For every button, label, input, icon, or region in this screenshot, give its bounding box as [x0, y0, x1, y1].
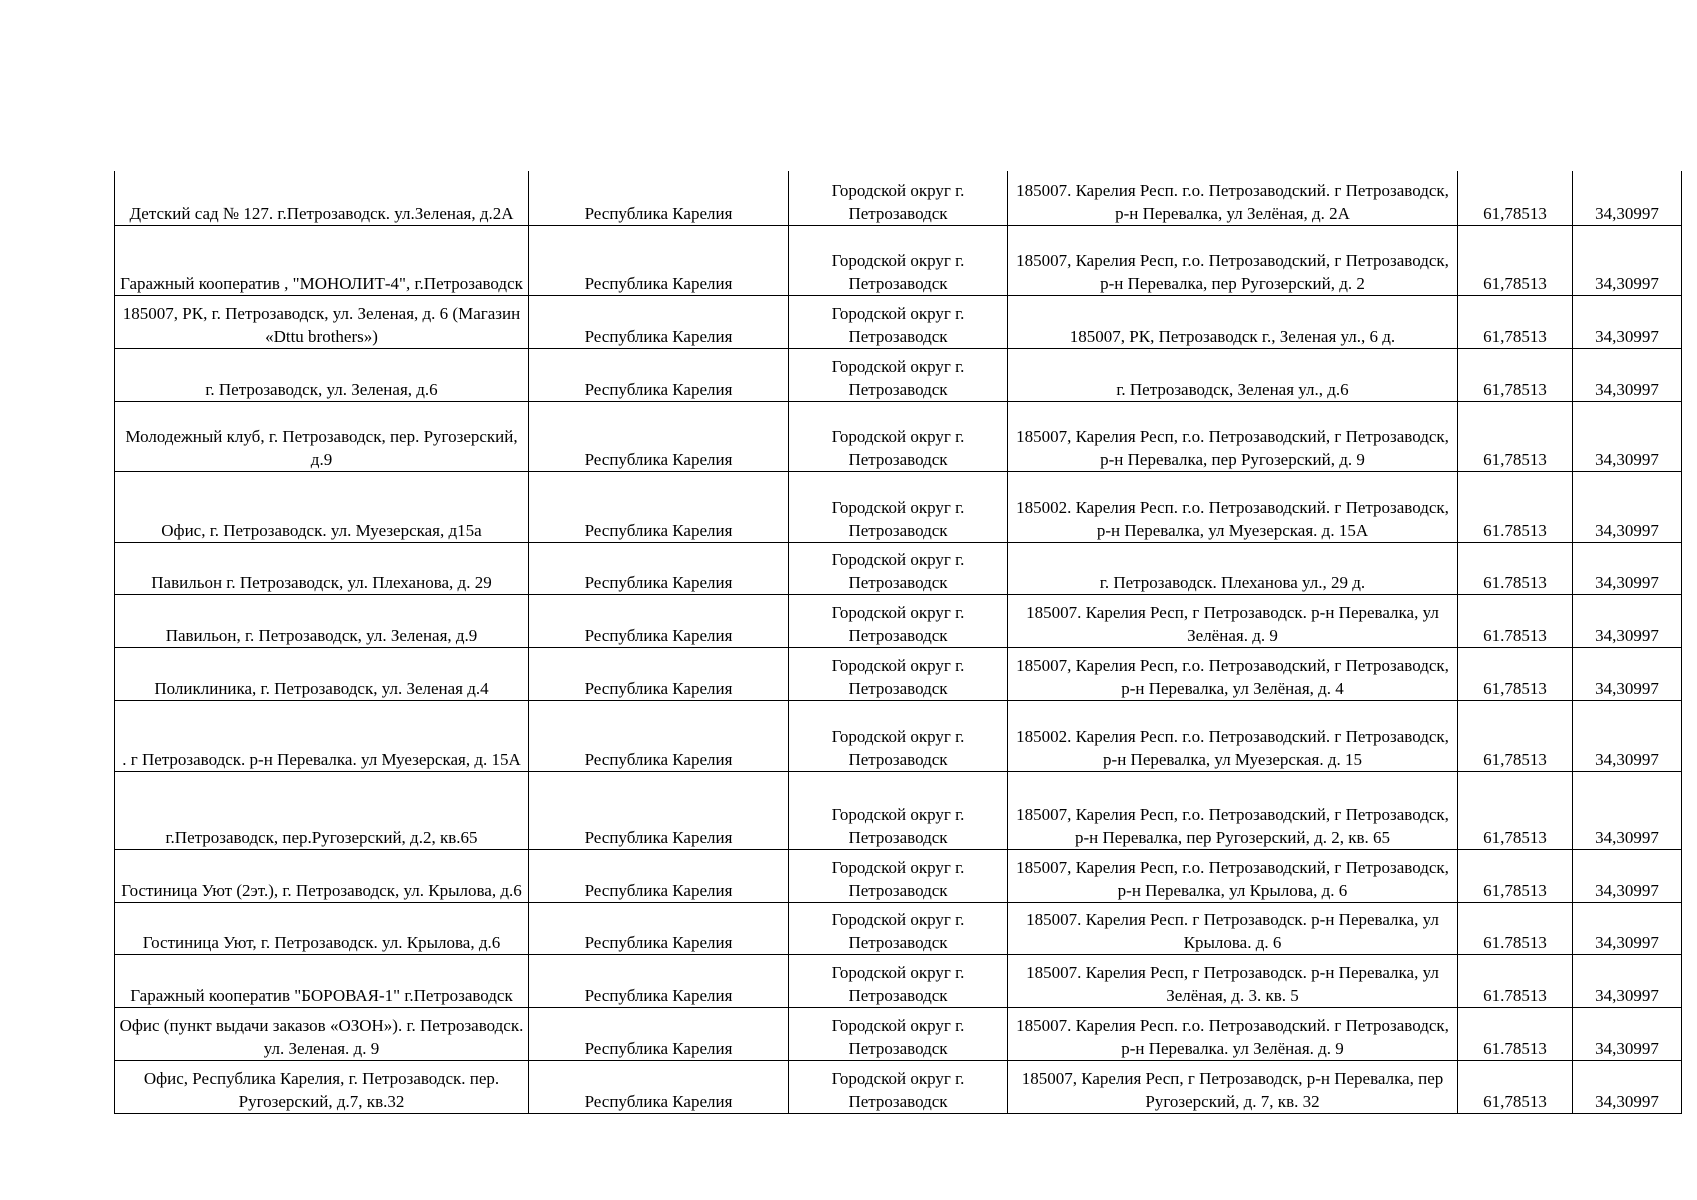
cell-district: Городской округ г. Петрозаводск	[789, 401, 1008, 471]
cell-region: Республика Карелия	[529, 171, 789, 225]
cell-latitude: 61,78513	[1458, 647, 1573, 700]
cell-district: Городской округ г. Петрозаводск	[789, 771, 1008, 849]
cell-longitude: 34,30997	[1573, 902, 1682, 954]
cell-name: Гостиница Уют (2эт.), г. Петрозаводск, ул. Крылова, д.6	[115, 849, 529, 902]
cell-latitude: 61,78513	[1458, 295, 1573, 348]
cell-address: 185007, Карелия Респ, г.о. Петрозаводский, г Петрозаводск, р-н Перевалка, ул Крылова, д. 6	[1008, 849, 1458, 902]
table-row	[115, 954, 1682, 1007]
cell-address: 185002. Карелия Респ. г.о. Петрозаводский. г Петрозаводск, р-н Перевалка, ул Муезерская. д. 15	[1008, 700, 1458, 771]
cell-longitude: 34,30997	[1573, 954, 1682, 1007]
cell-district: Городской округ г. Петрозаводск	[789, 594, 1008, 647]
cell-region: Республика Карелия	[529, 295, 789, 348]
table-row	[115, 171, 1682, 225]
cell-name: . г Петрозаводск. р-н Перевалка. ул Муезерская, д. 15А	[115, 700, 529, 771]
cell-longitude: 34,30997	[1573, 700, 1682, 771]
cell-region: Республика Карелия	[529, 954, 789, 1007]
cell-address: 185007. Карелия Респ. г.о. Петрозаводский. г Петрозаводск, р-н Перевалка, ул Зелёная, д. 2А	[1008, 171, 1458, 225]
cell-longitude: 34,30997	[1573, 171, 1682, 225]
cell-longitude: 34,30997	[1573, 401, 1682, 471]
table-row	[115, 348, 1682, 401]
cell-name: г. Петрозаводск, ул. Зеленая, д.6	[115, 348, 529, 401]
cell-latitude: 61.78513	[1458, 902, 1573, 954]
cell-address: 185007. Карелия Респ, г Петрозаводск. р-н Перевалка, ул Зелёная, д. 3. кв. 5	[1008, 954, 1458, 1007]
cell-region: Республика Карелия	[529, 471, 789, 542]
cell-district: Городской округ г. Петрозаводск	[789, 348, 1008, 401]
cell-address: 185007, Карелия Респ, г.о. Петрозаводский, г Петрозаводск, р-н Перевалка, пер Ругозерский, д. 2	[1008, 225, 1458, 295]
cell-region: Республика Карелия	[529, 1007, 789, 1060]
cell-address: 185007. Карелия Респ. г Петрозаводск. р-н Перевалка, ул Крылова. д. 6	[1008, 902, 1458, 954]
cell-district: Городской округ г. Петрозаводск	[789, 471, 1008, 542]
cell-address: 185007. Карелия Респ, г Петрозаводск. р-н Перевалка, ул Зелёная. д. 9	[1008, 594, 1458, 647]
cell-district: Городской округ г. Петрозаводск	[789, 954, 1008, 1007]
cell-latitude: 61,78513	[1458, 225, 1573, 295]
table-row	[115, 1007, 1682, 1060]
cell-address: 185007, Карелия Респ, г.о. Петрозаводский, г Петрозаводск, р-н Перевалка, ул Зелёная, д. 4	[1008, 647, 1458, 700]
cell-name: Офис, Республика Карелия, г. Петрозаводск. пер. Ругозерский, д.7, кв.32	[115, 1060, 529, 1113]
table-row	[115, 542, 1682, 594]
cell-address: г. Петрозаводск. Плеханова ул., 29 д.	[1008, 542, 1458, 594]
cell-name: Павильон г. Петрозаводск, ул. Плеханова, д. 29	[115, 542, 529, 594]
cell-district: Городской округ г. Петрозаводск	[789, 700, 1008, 771]
cell-region: Республика Карелия	[529, 700, 789, 771]
cell-name: Поликлиника, г. Петрозаводск, ул. Зеленая д.4	[115, 647, 529, 700]
cell-name: Офис, г. Петрозаводск. ул. Муезерская, д15а	[115, 471, 529, 542]
cell-address: 185007, Карелия Респ, г.о. Петрозаводский, г Петрозаводск, р-н Перевалка, пер Ругозерский, д. 9	[1008, 401, 1458, 471]
cell-latitude: 61,78513	[1458, 348, 1573, 401]
cell-name: 185007, РК, г. Петрозаводск, ул. Зеленая, д. 6 (Магазин «Dttu brothers»)	[115, 295, 529, 348]
cell-longitude: 34,30997	[1573, 647, 1682, 700]
cell-district: Городской округ г. Петрозаводск	[789, 295, 1008, 348]
table-row	[115, 594, 1682, 647]
table-row	[115, 849, 1682, 902]
cell-latitude: 61,78513	[1458, 849, 1573, 902]
cell-longitude: 34,30997	[1573, 1007, 1682, 1060]
cell-region: Республика Карелия	[529, 771, 789, 849]
cell-district: Городской округ г. Петрозаводск	[789, 647, 1008, 700]
table-body	[115, 171, 1682, 1113]
cell-longitude: 34,30997	[1573, 771, 1682, 849]
cell-name: Гаражный кооператив , "МОНОЛИТ-4", г.Петрозаводск	[115, 225, 529, 295]
cell-district: Городской округ г. Петрозаводск	[789, 225, 1008, 295]
cell-address: 185007, Карелия Респ, г.о. Петрозаводский, г Петрозаводск, р-н Перевалка, пер Ругозерский, д. 2, кв. 65	[1008, 771, 1458, 849]
table-row	[115, 471, 1682, 542]
cell-district: Городской округ г. Петрозаводск	[789, 1007, 1008, 1060]
cell-district: Городской округ г. Петрозаводск	[789, 849, 1008, 902]
cell-name: Гаражный кооператив "БОРОВАЯ-1" г.Петрозаводск	[115, 954, 529, 1007]
cell-region: Республика Карелия	[529, 225, 789, 295]
cell-name: Молодежный клуб, г. Петрозаводск, пер. Ругозерский, д.9	[115, 401, 529, 471]
table-row	[115, 902, 1682, 954]
cell-address: 185002. Карелия Респ. г.о. Петрозаводский. г Петрозаводск, р-н Перевалка, ул Муезерская. д. 15А	[1008, 471, 1458, 542]
cell-latitude: 61,78513	[1458, 771, 1573, 849]
cell-region: Республика Карелия	[529, 542, 789, 594]
cell-longitude: 34,30997	[1573, 594, 1682, 647]
cell-latitude: 61.78513	[1458, 954, 1573, 1007]
cell-address: 185007, Карелия Респ, г Петрозаводск, р-н Перевалка, пер Ругозерский, д. 7, кв. 32	[1008, 1060, 1458, 1113]
cell-district: Городской округ г. Петрозаводск	[789, 171, 1008, 225]
cell-latitude: 61,78513	[1458, 401, 1573, 471]
cell-longitude: 34,30997	[1573, 471, 1682, 542]
cell-name: Офис (пункт выдачи заказов «ОЗОН»). г. Петрозаводск. ул. Зеленая. д. 9	[115, 1007, 529, 1060]
cell-name: Детский сад № 127. г.Петрозаводск. ул.Зеленая, д.2А	[115, 171, 529, 225]
cell-longitude: 34,30997	[1573, 348, 1682, 401]
table-row	[115, 700, 1682, 771]
cell-district: Городской округ г. Петрозаводск	[789, 542, 1008, 594]
address-table	[114, 171, 1682, 1114]
table-row	[115, 647, 1682, 700]
cell-address: 185007, РК, Петрозаводск г., Зеленая ул., 6 д.	[1008, 295, 1458, 348]
cell-district: Городской округ г. Петрозаводск	[789, 1060, 1008, 1113]
cell-longitude: 34,30997	[1573, 849, 1682, 902]
cell-name: Павильон, г. Петрозаводск, ул. Зеленая, д.9	[115, 594, 529, 647]
cell-region: Республика Карелия	[529, 902, 789, 954]
cell-longitude: 34,30997	[1573, 295, 1682, 348]
cell-region: Республика Карелия	[529, 1060, 789, 1113]
cell-region: Республика Карелия	[529, 594, 789, 647]
cell-district: Городской округ г. Петрозаводск	[789, 902, 1008, 954]
table-row	[115, 295, 1682, 348]
cell-latitude: 61.78513	[1458, 542, 1573, 594]
cell-region: Республика Карелия	[529, 401, 789, 471]
table-row	[115, 1060, 1682, 1113]
cell-address: г. Петрозаводск, Зеленая ул., д.6	[1008, 348, 1458, 401]
cell-region: Республика Карелия	[529, 849, 789, 902]
cell-latitude: 61,78513	[1458, 171, 1573, 225]
cell-latitude: 61,78513	[1458, 700, 1573, 771]
cell-longitude: 34,30997	[1573, 1060, 1682, 1113]
cell-latitude: 61.78513	[1458, 471, 1573, 542]
table-row	[115, 771, 1682, 849]
cell-latitude: 61,78513	[1458, 1060, 1573, 1113]
cell-address: 185007. Карелия Респ. г.о. Петрозаводский. г Петрозаводск, р-н Перевалка. ул Зелёная. д. 9	[1008, 1007, 1458, 1060]
cell-longitude: 34,30997	[1573, 225, 1682, 295]
table-row	[115, 401, 1682, 471]
cell-region: Республика Карелия	[529, 348, 789, 401]
cell-region: Республика Карелия	[529, 647, 789, 700]
cell-name: Гостиница Уют, г. Петрозаводск. ул. Крылова, д.6	[115, 902, 529, 954]
cell-name: г.Петрозаводск, пер.Ругозерский, д.2, кв.65	[115, 771, 529, 849]
cell-longitude: 34,30997	[1573, 542, 1682, 594]
cell-latitude: 61.78513	[1458, 594, 1573, 647]
table-row	[115, 225, 1682, 295]
cell-latitude: 61.78513	[1458, 1007, 1573, 1060]
